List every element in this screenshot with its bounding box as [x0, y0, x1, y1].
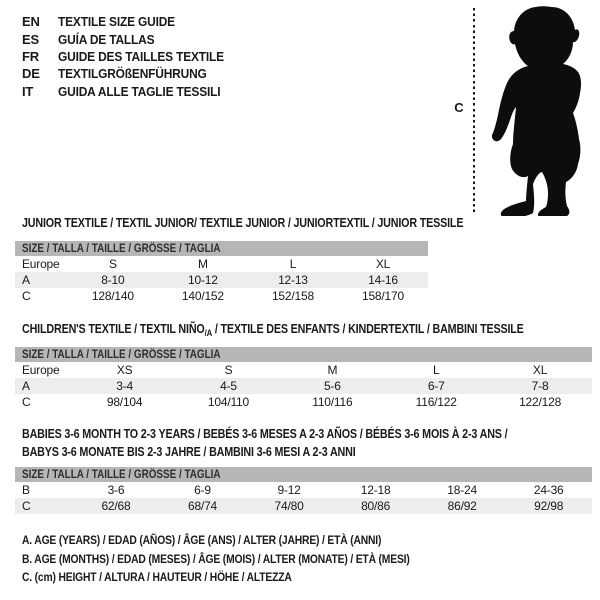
table-row-age	[15, 378, 592, 394]
language-row-it	[22, 83, 238, 100]
table-cell: M	[198, 257, 208, 271]
table-cell: 24-36	[533, 483, 564, 497]
table-cell: 9-12	[277, 483, 301, 497]
legend-line-a-text: A. AGE (YEARS) / EDAD (AÑOS) / ÂGE (ANS) / ALTER (JAHRE) / ETÀ (ANNI)	[22, 533, 382, 547]
row-label: B	[22, 483, 30, 497]
language-title: GUIDE DES TAILLES TEXTILE	[58, 48, 224, 64]
size-header-label: SIZE / TALLA / TAILLE / GRÖSSE / TAGLIA	[22, 468, 221, 481]
language-code: EN	[22, 14, 40, 30]
table-cell: 68/74	[187, 499, 218, 513]
size-header-label: SIZE / TALLA / TAILLE / GRÖSSE / TAGLIA	[22, 242, 221, 255]
table-cell: 7-8	[531, 379, 549, 393]
language-title: TEXTILGRÖßENFÜHRUNG	[58, 66, 207, 82]
table-cell: XL	[532, 363, 548, 377]
language-title: GUÍA DE TALLAS	[58, 31, 155, 47]
babies-title-line2: BABYS 3-6 MONATE BIS 2-3 JAHRE / BAMBINI 3-6 MESI A 2-3 ANNI	[22, 445, 356, 459]
table-cell: XS	[116, 363, 133, 377]
language-row-fr	[22, 48, 238, 65]
table-cell: 4-5	[220, 379, 237, 393]
height-measure-label: C	[454, 100, 464, 115]
height-measure-dashed-line	[473, 8, 475, 214]
table-cell: 6-7	[427, 379, 445, 393]
row-label: Europe	[22, 363, 60, 377]
language-title: TEXTILE SIZE GUIDE	[58, 14, 175, 30]
baby-silhouette-icon	[480, 5, 594, 216]
legend-line-c-text: C. (cm) HEIGHT / ALTURA / HAUTEUR / HÖHE / ALTEZZA	[22, 570, 292, 585]
language-guide-list	[22, 13, 238, 100]
row-label: A	[22, 379, 30, 393]
table-row-height	[15, 288, 428, 304]
table-cell: 62/68	[101, 499, 131, 513]
size-header-bar	[15, 467, 592, 482]
row-label: C	[22, 499, 31, 513]
table-cell: 110/116	[312, 395, 353, 409]
table-cell: 5-6	[323, 379, 341, 393]
table-cell: 3-6	[107, 483, 125, 497]
table-cell: 80/86	[361, 499, 391, 513]
children-title-sub: /A	[204, 328, 213, 338]
table-cell: 92/98	[534, 499, 564, 513]
language-code: FR	[22, 48, 39, 64]
table-cell: M	[327, 363, 338, 377]
table-row-age	[15, 272, 428, 288]
table-cell: 158/170	[361, 289, 404, 303]
babies-title-line1: BABIES 3-6 MONTH TO 2-3 YEARS / BEBÉS 3-6 MESES A 2-3 AÑOS / BÉBÉS 3-6 MOIS À 2-3 ANS /	[22, 427, 508, 441]
legend-line-c	[22, 570, 473, 589]
table-row-europe	[15, 362, 592, 378]
children-title-post: / TEXTILE DES ENFANTS / KINDERTEXTIL / BAMBINI TESSILE	[212, 322, 524, 336]
table-row-months	[15, 482, 592, 498]
table-cell: 74/80	[274, 499, 304, 513]
table-row-height	[15, 498, 592, 514]
table-cell: 122/128	[519, 395, 562, 409]
table-row-height	[15, 394, 592, 410]
table-cell: S	[224, 363, 233, 377]
table-cell: 12-18	[360, 483, 391, 497]
children-title-text	[22, 320, 524, 342]
size-header-bar	[15, 347, 592, 362]
row-label: C	[22, 395, 31, 409]
row-label: Europe	[22, 257, 60, 271]
table-cell: 6-9	[194, 483, 211, 497]
table-cell: S	[108, 257, 117, 271]
language-row-es	[22, 30, 238, 47]
children-title-pre: CHILDREN'S TEXTILE / TEXTIL NIÑO	[22, 322, 205, 336]
table-cell: 10-12	[188, 273, 218, 287]
table-cell: 128/140	[91, 289, 134, 303]
table-row-europe	[15, 256, 428, 272]
babies-section-title	[22, 425, 586, 461]
junior-section-title	[22, 214, 535, 232]
table-cell: 140/152	[181, 289, 224, 303]
row-label: C	[22, 289, 31, 303]
table-cell: 104/110	[207, 395, 250, 409]
legend-line-b-text: B. AGE (MONTHS) / EDAD (MESES) / ÂGE (MOIS) / ALTER (MONATE) / ETÀ (MESI)	[22, 551, 410, 566]
language-title: GUIDA ALLE TAGLIE TESSILI	[58, 83, 221, 99]
junior-title-text: JUNIOR TEXTILE / TEXTIL JUNIOR/ TEXTILE JUNIOR / JUNIORTEXTIL / JUNIOR TESSILE	[22, 216, 464, 230]
table-cell: 98/104	[106, 395, 143, 409]
language-code: ES	[22, 31, 39, 47]
language-code: DE	[22, 66, 40, 82]
table-cell: L	[432, 363, 440, 377]
table-cell: XL	[375, 257, 391, 271]
babies-size-table	[15, 467, 592, 514]
children-size-table	[15, 347, 592, 410]
language-row-en	[22, 13, 238, 30]
table-cell: 116/122	[415, 395, 457, 409]
table-cell: 8-10	[101, 273, 125, 287]
table-cell: L	[289, 257, 297, 271]
table-cell: 18-24	[447, 483, 477, 497]
table-cell: 3-4	[116, 379, 133, 393]
table-cell: 14-16	[368, 273, 398, 287]
legend-line-a	[22, 533, 473, 552]
language-code: IT	[22, 83, 34, 99]
table-cell: 86/92	[447, 499, 477, 513]
table-cell: 12-13	[278, 273, 308, 287]
children-section-title	[22, 320, 600, 342]
language-row-de	[22, 65, 238, 82]
junior-size-table	[15, 241, 428, 304]
measure-legend	[22, 533, 473, 589]
legend-line-b	[22, 552, 473, 571]
size-header-label: SIZE / TALLA / TAILLE / GRÖSSE / TAGLIA	[22, 348, 221, 361]
table-cell: 152/158	[271, 289, 314, 303]
row-label: A	[22, 273, 30, 287]
size-header-bar	[15, 241, 428, 256]
